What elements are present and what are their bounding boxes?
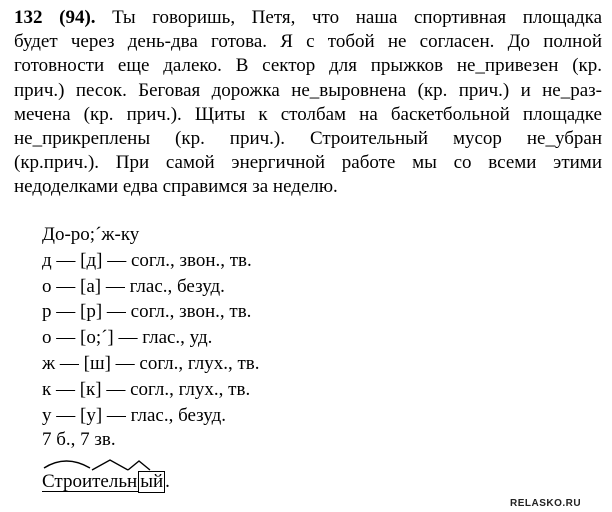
morpheme-analysis <box>42 470 170 494</box>
letter-sound-count: 7 б., 7 зв. <box>42 429 116 450</box>
watermark: RELASKO.RU <box>510 498 582 509</box>
phonetic-row-6: к — [к] — согл., глух., тв. <box>42 378 251 400</box>
exercise-line-2: будет через день-два готова. Я с тобой не согласен. До полной <box>14 31 602 53</box>
phonetic-row-4: о — [о;´] — глас., уд. <box>42 327 213 349</box>
exercise-line-6: не_прикреплены (кр. прич.). Строительный мусор не_убран <box>14 128 602 150</box>
word-stem: Строительн <box>42 471 138 492</box>
phonetic-word: До-ро;´ж-ку <box>42 224 140 245</box>
trailing-period: . <box>165 471 170 492</box>
phonetic-row-3: р — [р] — согл., звон., тв. <box>42 301 252 323</box>
exercise-line-3: готовности еще далеко. В сектор для прыжков не_привезен (кр. <box>14 55 602 77</box>
exercise-number: 132 (94). <box>14 7 96 28</box>
phonetic-row-7: у — [у] — глас., безуд. <box>42 404 226 426</box>
suffix-caret-2 <box>128 461 150 470</box>
phonetic-row-5: ж — [ш] — согл., глух., тв. <box>42 352 260 374</box>
root-arc <box>44 461 90 468</box>
phonetic-row-1: д — [д] — согл., звон., тв. <box>42 249 252 271</box>
exercise-line-4: прич.) песок. Беговая дорожка не_выровнена (кр. прич.) и не_раз- <box>14 79 602 101</box>
exercise-line-7: (кр.прич.). При самой энергичной работе мы со всеми этими <box>14 152 602 174</box>
exercise-line-1: 132 (94). Ты говоришь, Петя, что наша спортивная площадка <box>14 7 603 28</box>
suffix-caret-1 <box>92 460 128 470</box>
exercise-line-5: мечена (кр. прич.). Щиты к столбам на баскетбольной площадке <box>14 103 602 125</box>
word-ending: ый <box>140 471 164 492</box>
exercise-line-8: недоделками едва справимся за неделю. <box>14 176 338 198</box>
phonetic-row-2: о — [а] — глас., безуд. <box>42 275 225 297</box>
